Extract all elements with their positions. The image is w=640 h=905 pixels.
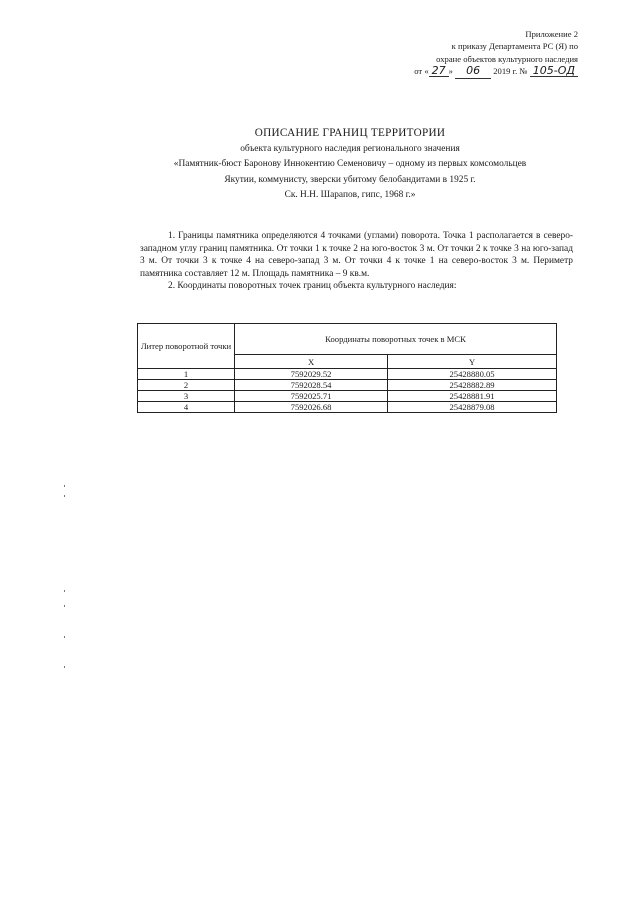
- document-title: ОПИСАНИЕ ГРАНИЦ ТЕРРИТОРИИ: [254, 127, 446, 139]
- date-prefix: от «: [414, 66, 429, 77]
- date-mid: »: [448, 66, 453, 77]
- subtitle-line-1: объекта культурного наследия регионального значения: [240, 144, 460, 154]
- point-x: 7592026.68: [235, 402, 388, 413]
- appendix-line-3: охране объектов культурного наследия: [436, 53, 578, 64]
- paragraph-coordinates-intro: 2. Координаты поворотных точек границ объекта культурного наследия:: [168, 281, 457, 292]
- point-x: 7592028.54: [235, 380, 388, 391]
- point-y: 25428881.91: [388, 391, 557, 402]
- appendix-date-line: [348, 65, 578, 78]
- handwritten-day: 27: [429, 65, 449, 77]
- title-block: [110, 126, 590, 204]
- header-x: X: [235, 355, 388, 369]
- point-y: 25428882.89: [388, 380, 557, 391]
- table-row: [138, 369, 557, 380]
- subtitle-line-2: «Памятник-бюст Баронову Иннокентию Семеновичу – одному из первых комсомольцев: [173, 159, 527, 170]
- table-header-row: [138, 324, 557, 355]
- point-y: 25428879.08: [388, 402, 557, 413]
- handwritten-order-number: 105-ОД: [530, 65, 578, 77]
- point-number: 4: [138, 402, 235, 413]
- header-y: Y: [388, 355, 557, 369]
- table-row: [138, 380, 557, 391]
- point-x: 7592029.52: [235, 369, 388, 380]
- table-row: [138, 402, 557, 413]
- point-number: 1: [138, 369, 235, 380]
- scan-speck: [64, 495, 65, 497]
- point-number: 3: [138, 391, 235, 402]
- object-description: [110, 142, 590, 204]
- appendix-line-2: к приказу Департамента РС (Я) по: [451, 41, 578, 52]
- appendix-header: [348, 28, 578, 79]
- point-y: 25428880.05: [388, 369, 557, 380]
- scan-speck: [64, 636, 65, 638]
- handwritten-month: 06: [466, 64, 481, 78]
- point-number: 2: [138, 380, 235, 391]
- body-text: [140, 230, 573, 293]
- subtitle-line-3: Якутии, коммунисту, зверски убитому белобандитами в 1925 г.: [224, 174, 476, 185]
- scan-speck: [64, 605, 65, 607]
- header-coordinates: Координаты поворотных точек в МСК: [235, 324, 557, 355]
- paragraph-boundaries: 1. Границы памятника определяются 4 точками (углами) поворота. Точка 1 располагается в северо-западном углу границ памятника. От точки 1 к точке 2 на юго-восток 3 м. От точки 2 к точке 3 на юго-запад 3 м. От точки 3 к точке 4 на северо-запад 3 м. От точки 4 к точке 1 на северо-восток 3 м. Периметр памятника составляет 12 м. Площадь памятника – 9 кв.м.: [140, 231, 573, 279]
- scan-speck: [64, 485, 65, 487]
- scan-speck: [64, 590, 65, 592]
- point-x: 7592025.71: [235, 391, 388, 402]
- subtitle-line-4: Ск. Н.Н. Шарапов, гипс, 1968 г.»: [284, 190, 416, 201]
- handwritten-month-field: [455, 65, 491, 78]
- header-liter: Литер поворотной точки: [138, 324, 235, 369]
- appendix-line-1: Приложение 2: [525, 29, 578, 39]
- table-row: [138, 391, 557, 402]
- coordinates-table: [137, 323, 557, 413]
- year-number-label: 2019 г. №: [493, 66, 528, 77]
- scan-speck: [64, 666, 65, 668]
